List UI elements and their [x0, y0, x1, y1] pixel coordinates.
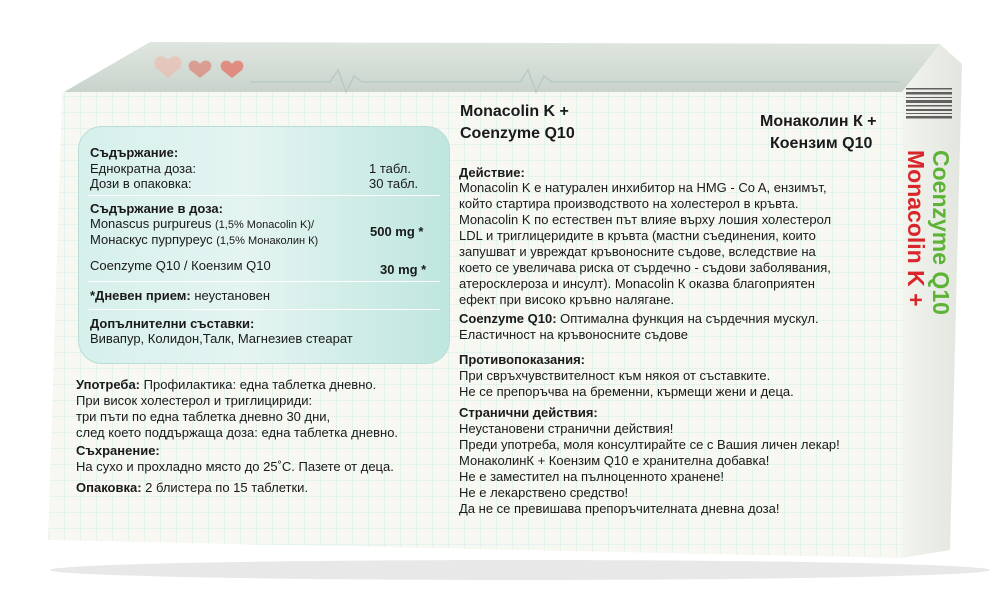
- coq10-action-value: Оптимална функция на сърдечния мускул.: [556, 311, 819, 326]
- monascus-cyrillic-note: (1,5% Монаколин К): [216, 235, 319, 247]
- title-latin-1: Monacolin K +: [460, 103, 569, 120]
- contraindications-line: При свръхчувствителност към някоя от съставките.: [459, 368, 771, 383]
- usage-line-2: При висок холестерол и триглицириди:: [76, 393, 313, 408]
- monascus-latin-note: (1,5% Monacolin K)/: [215, 219, 315, 231]
- daily-intake-label: *Дневен прием:: [90, 288, 191, 303]
- action-title: Действие:: [459, 165, 525, 180]
- monascus-cyrillic: [90, 232, 318, 249]
- monascus-cyrillic-main: Монаскус пурпуреус: [90, 232, 217, 247]
- packaging-value: 2 блистера по 15 таблетки.: [141, 480, 309, 495]
- packaging-label: Опаковка:: [76, 480, 142, 495]
- action-line: Monacolin K по естествен път влияе върху лошия холестерол: [459, 212, 832, 227]
- title-cyrillic-1: Монаколин К +: [760, 113, 877, 130]
- action-line: запушват и увреждат кръвоносните съдове, вследствие на: [459, 244, 816, 259]
- side-effects-line: Не е лекарствено средство!: [459, 485, 629, 500]
- side-effects-line: Да не се превишава препоръчителната дневна доза!: [459, 501, 780, 516]
- usage-line-3: три пъти по една таблетка дневно 30 дни,: [76, 409, 331, 424]
- side-effects-line: Неустановени странични действия!: [459, 421, 674, 436]
- title-latin-2: Coenzyme Q10: [460, 125, 575, 142]
- coq10-dose-value: 30 mg *: [380, 262, 427, 277]
- doses-per-pack-label: Дози в опаковка:: [90, 176, 192, 191]
- contraindications-title: Противопоказания:: [459, 352, 585, 367]
- side-brand-line-1: Monacolin K +: [903, 150, 929, 307]
- monascus-latin: [90, 216, 314, 233]
- divider: [88, 309, 440, 310]
- daily-intake: [90, 288, 270, 304]
- monascus-latin-main: Monascus purpureus: [90, 216, 216, 231]
- usage-value: Профилактика: една таблетка дневно.: [140, 377, 377, 392]
- action-line: ефект при високо кръвно налягане.: [459, 292, 675, 307]
- action-line: LDL и триглицеридите в кръвта (мастни съединения, които: [459, 228, 816, 243]
- divider: [88, 195, 440, 196]
- storage-value: На сухо и прохладно място до 25˚С. Пазете от деца.: [76, 459, 394, 474]
- usage-line-4: след което поддържаща доза: една таблетка дневно.: [76, 425, 399, 440]
- contraindications-line: Не се препоръчва на бременни, кърмещи жени и деца.: [459, 384, 794, 399]
- single-dose-value: 1 табл.: [369, 161, 411, 176]
- doses-per-pack-value: 30 табл.: [369, 176, 419, 191]
- action-line: който стартира производството на холестерол в кръвта.: [459, 196, 799, 211]
- action-line: което се увеличава риска от сърдечно - съдови заболявания,: [459, 260, 831, 275]
- side-brand-line-2: Coenzyme Q10: [928, 150, 954, 315]
- additional-ingredients-title: Допълнителни съставки:: [90, 316, 255, 331]
- single-dose-label: Еднократна доза:: [90, 161, 196, 176]
- side-effects-title: Странични действия:: [459, 405, 598, 420]
- packaging-line: [76, 480, 308, 496]
- usage-label: Употреба:: [76, 377, 141, 392]
- coq10-action-label: Coenzyme Q10:: [459, 311, 557, 326]
- usage-line: [76, 377, 376, 393]
- divider: [88, 281, 440, 282]
- title-cyrillic-2: Коензим Q10: [770, 135, 873, 152]
- daily-intake-value: неустановен: [190, 288, 271, 303]
- additional-ingredients-value: Вивапур, Колидон,Талк, Магнезиев стеарат: [90, 331, 353, 346]
- coq10-action-line-2: Еластичност на кръвоносните съдове: [459, 327, 688, 342]
- monascus-dose-value: 500 mg *: [370, 224, 424, 239]
- side-effects-line: Не е заместител на пълноценното хранене!: [459, 469, 725, 484]
- coq10-label: Coenzyme Q10 / Коензим Q10: [90, 258, 271, 273]
- coq10-action-line: [459, 311, 819, 327]
- action-line: атеросклероза и инсулт). Monacolin К оказва благоприятен: [459, 276, 815, 291]
- side-effects-line: МонаколинК + Коензим Q10 е хранителна добавка!: [459, 453, 770, 468]
- side-effects-line: Преди употреба, моля консултирайте се с Вашия личен лекар!: [459, 437, 840, 452]
- contents-title: Съдържание:: [90, 145, 179, 160]
- dose-contents-title: Съдържание в доза:: [90, 201, 223, 216]
- action-line: Monacolin K е натурален инхибитор на HMG - Co A, ензимът,: [459, 180, 827, 195]
- storage-title: Съхранение:: [76, 443, 160, 458]
